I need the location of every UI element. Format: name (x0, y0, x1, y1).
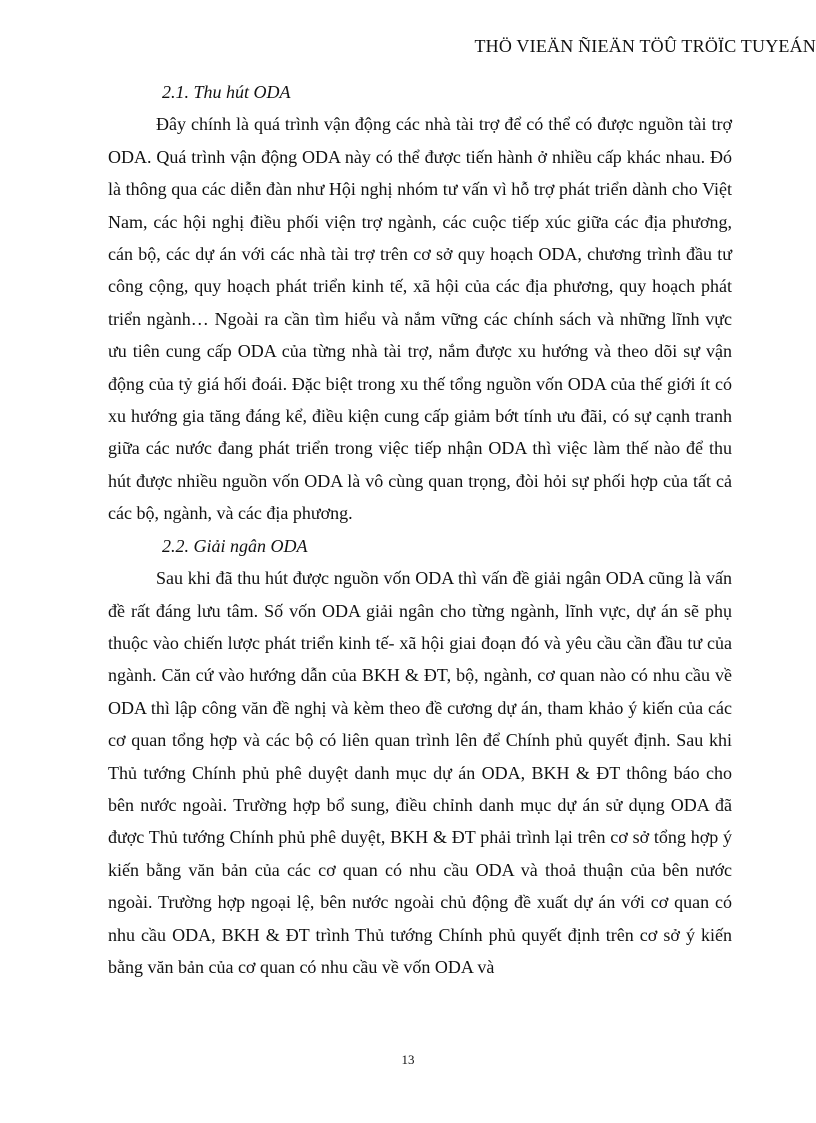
page-number: 13 (401, 1052, 415, 1067)
paragraph: Đây chính là quá trình vận động các nhà tài trợ để có thể có được nguồn tài trợ ODA. Quá trình vận động ODA này có thể được tiến hành ở nhiều cấp khác nhau. Đó là thông qua các diễn đàn như Hội nghị nhóm tư vấn vì hỗ trợ phát triển dành cho Việt Nam, các hội nghị điều phối viện trợ ngành, các cuộc tiếp xúc giữa các địa phương, cán bộ, các dự án với các nhà tài trợ trên cơ sở quy hoạch ODA, chương trình đầu tư công cộng, quy hoạch phát triển kinh tế, xã hội của các địa phương, quy hoạch phát triển ngành… Ngoài ra cần tìm hiểu và nắm vững các chính sách và những lĩnh vực ưu tiên cung cấp ODA của từng nhà tài trợ, nắm được xu hướng và theo dõi sự vận động của tỷ giá hối đoái. Đặc biệt trong xu thế tổng nguồn vốn ODA của thế giới ít có xu hướng gia tăng đáng kể, điều kiện cung cấp giảm bớt tính ưu đãi, có sự cạnh tranh giữa các nước đang phát triển trong việc tiếp nhận ODA thì việc làm thế nào để thu hút được nhiều nguồn vốn ODA là vô cùng quan trọng, đòi hỏi sự phối hợp của tất cả các bộ, ngành, và các địa phương. (108, 114, 732, 524)
section-giai-ngan-oda (108, 530, 732, 984)
paragraph: Sau khi đã thu hút được nguồn vốn ODA thì vấn đề giải ngân ODA cũng là vấn đề rất đáng lưu tâm. Số vốn ODA giải ngân cho từng ngành, lĩnh vực, dự án sẽ phụ thuộc vào chiến lược phát triển kinh tế- xã hội giai đoạn đó và yêu cầu cần đầu tư của ngành. Căn cứ vào hướng dẫn của BKH & ĐT, bộ, ngành, cơ quan nào có nhu cầu về ODA thì lập công văn đề nghị và kèm theo đề cương dự án, tham khảo ý kiến của các cơ quan tổng hợp và các bộ có liên quan trình lên để Chính phủ quyết định. Sau khi Thủ tướng Chính phủ phê duyệt danh mục dự án ODA, BKH & ĐT thông báo cho bên nước ngoài. Trường hợp bổ sung, điều chỉnh danh mục dự án sử dụng ODA đã được Thủ tướng Chính phủ phê duyệt, BKH & ĐT phải trình lại trên cơ sở tổng hợp ý kiến bằng văn bản của các cơ quan có nhu cầu ODA và thoả thuận của bên nước ngoài. Trường hợp ngoại lệ, bên nước ngoài chủ động đề xuất dự án với cơ quan có nhu cầu ODA, BKH & ĐT trình Thủ tướng Chính phủ quyết định trên cơ sở ý kiến bằng văn bản của cơ quan có nhu cầu về vốn ODA và (108, 568, 732, 977)
page-body (108, 76, 732, 983)
running-header: THÖ VIEÄN ÑIEÄN TÖÛ TRÖÏC TUYEÁN (474, 36, 816, 56)
section-heading: 2.1. Thu hút ODA (162, 82, 291, 102)
section-heading: 2.2. Giải ngân ODA (162, 535, 308, 556)
section-thu-hut-oda (108, 76, 732, 530)
